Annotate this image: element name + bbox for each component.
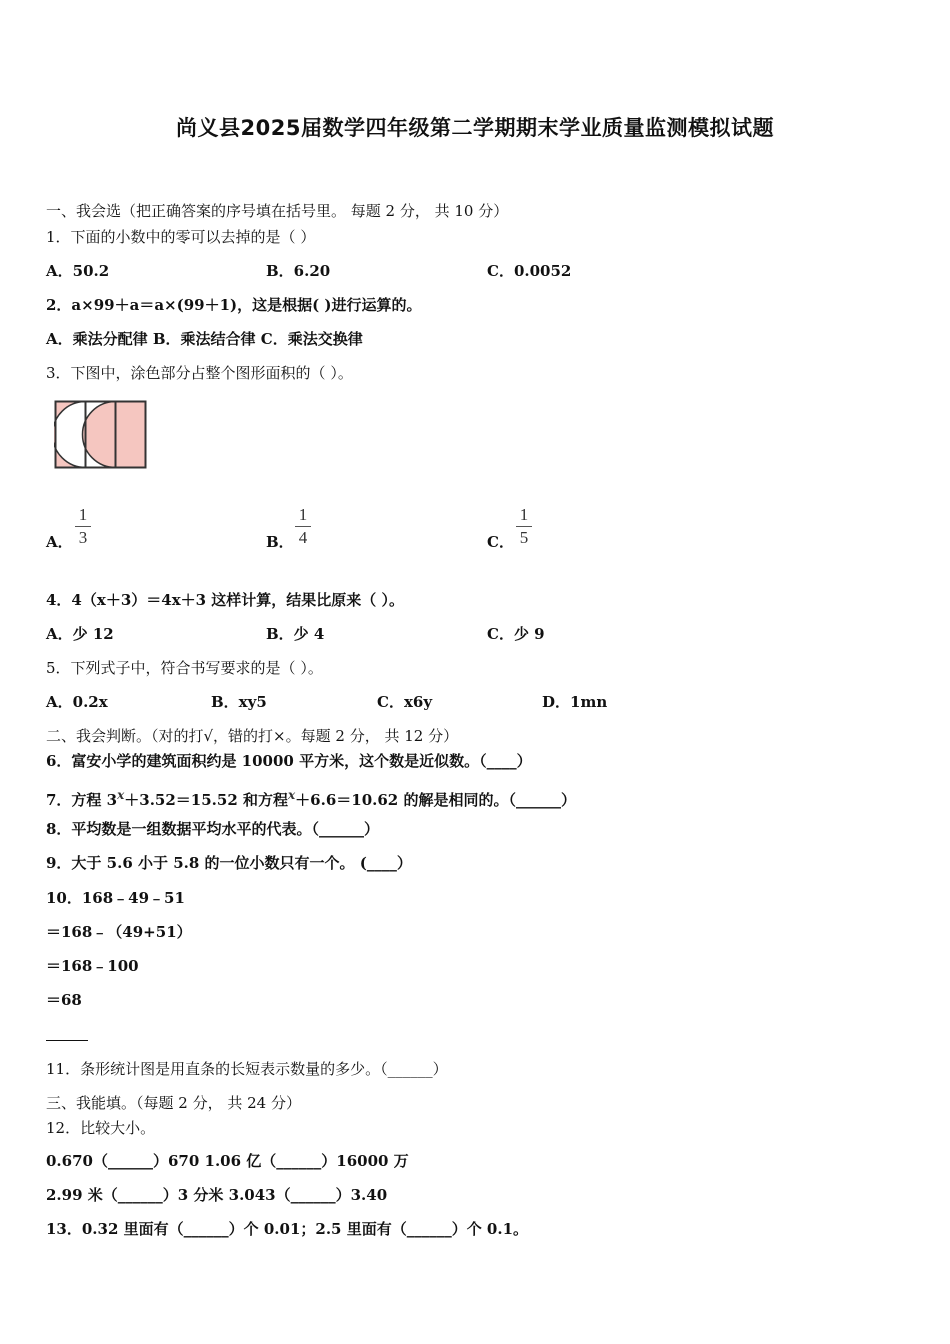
q10-answer-blank: [46, 1040, 88, 1041]
q7-part-1: 7．方程 3: [46, 791, 118, 809]
q4-option-a: A．少 12: [46, 625, 114, 643]
q1-option-b: B．6.20: [266, 262, 331, 280]
q7-text: [46, 785, 576, 810]
q3-option-c-label: C．: [487, 533, 514, 551]
page-title: 尚义县2025届数学四年级第二学期期末学业质量监测模拟试题: [176, 116, 774, 140]
q5-option-c: C．x6y: [377, 693, 433, 711]
fraction-denominator: 4: [298, 528, 308, 547]
fraction-bar: [516, 526, 532, 527]
q3-option-a-fraction: [75, 506, 91, 547]
q3-shaded-figure: [54, 400, 148, 470]
q12-line-2: 2.99 米（______）3 分米 3.043（______）3.40: [46, 1186, 388, 1204]
q3-option-b-fraction: [295, 506, 311, 547]
q13-text: 13．0.32 里面有（______）个 0.01；2.5 里面有（______）个 0.1。: [46, 1220, 529, 1238]
q3-option-a-label: A．: [46, 533, 73, 551]
section-1-heading: 一、我会选（把正确答案的序号填在括号里。 每题 2 分， 共 10 分）: [46, 202, 509, 220]
q7-part-2: ＋3.52＝15.52 和方程: [124, 791, 288, 809]
fraction-bar: [295, 526, 311, 527]
fraction-bar: [75, 526, 91, 527]
fraction-denominator: 5: [519, 528, 529, 547]
fraction-numerator: 1: [298, 505, 308, 524]
q10-line-3: ＝168﹣100: [46, 957, 139, 975]
q1-stem: 1．下面的小数中的零可以去掉的是（ ）: [46, 228, 316, 246]
q7-variable-x-2: x: [288, 788, 296, 802]
q10-line-4: ＝68: [46, 991, 82, 1009]
q4-option-b: B．少 4: [266, 625, 325, 643]
q5-stem: 5．下列式子中，符合书写要求的是（ ）。: [46, 659, 323, 677]
q10-line-2: ＝168﹣（49+51）: [46, 923, 192, 941]
q4-option-c: C．少 9: [487, 625, 545, 643]
q1-option-c: C．0.0052: [487, 262, 572, 280]
q3-option-c-fraction: [516, 506, 532, 547]
q8-text: 8．平均数是一组数据平均水平的代表。（______）: [46, 820, 379, 838]
q12-stem: 12．比较大小。: [46, 1119, 156, 1137]
q11-text: 11．条形统计图是用直条的长短表示数量的多少。（______）: [46, 1060, 448, 1078]
q5-option-d: D．1mn: [542, 693, 608, 711]
q12-line-1: 0.670（______）670 1.06 亿（______）16000 万: [46, 1152, 409, 1170]
fraction-numerator: 1: [519, 505, 529, 524]
q3-stem: 3．下图中，涂色部分占整个图形面积的（ ）。: [46, 364, 353, 382]
q6-text: 6．富安小学的建筑面积约是 10000 平方米，这个数是近似数。（____）: [46, 752, 532, 770]
fraction-numerator: 1: [78, 505, 88, 524]
q5-option-a: A．0.2x: [46, 693, 108, 711]
q5-option-b: B．xy5: [211, 693, 267, 711]
q2-stem: 2．a×99＋a＝a×(99＋1)，这是根据( )进行运算的。: [46, 296, 422, 314]
q4-stem: 4．4（x＋3）＝4x＋3 这样计算，结果比原来（ ）。: [46, 591, 405, 609]
fraction-denominator: 3: [78, 528, 88, 547]
q9-text: 9．大于 5.6 小于 5.8 的一位小数只有一个。 (____）: [46, 854, 412, 872]
q7-variable-x-1: x: [117, 788, 125, 802]
q1-option-a: A．50.2: [46, 262, 110, 280]
q2-options: A．乘法分配律 B．乘法结合律 C．乘法交换律: [46, 330, 363, 348]
q10-line-1: 10．168﹣49﹣51: [46, 889, 185, 907]
section-3-heading: 三、我能填。（每题 2 分， 共 24 分）: [46, 1094, 301, 1112]
q3-option-b-label: B．: [266, 533, 294, 551]
section-2-heading: 二、我会判断。（对的打√，错的打×。每题 2 分， 共 12 分）: [46, 727, 459, 745]
q7-part-3: ＋6.6＝10.62 的解是相同的。（______）: [295, 791, 576, 809]
